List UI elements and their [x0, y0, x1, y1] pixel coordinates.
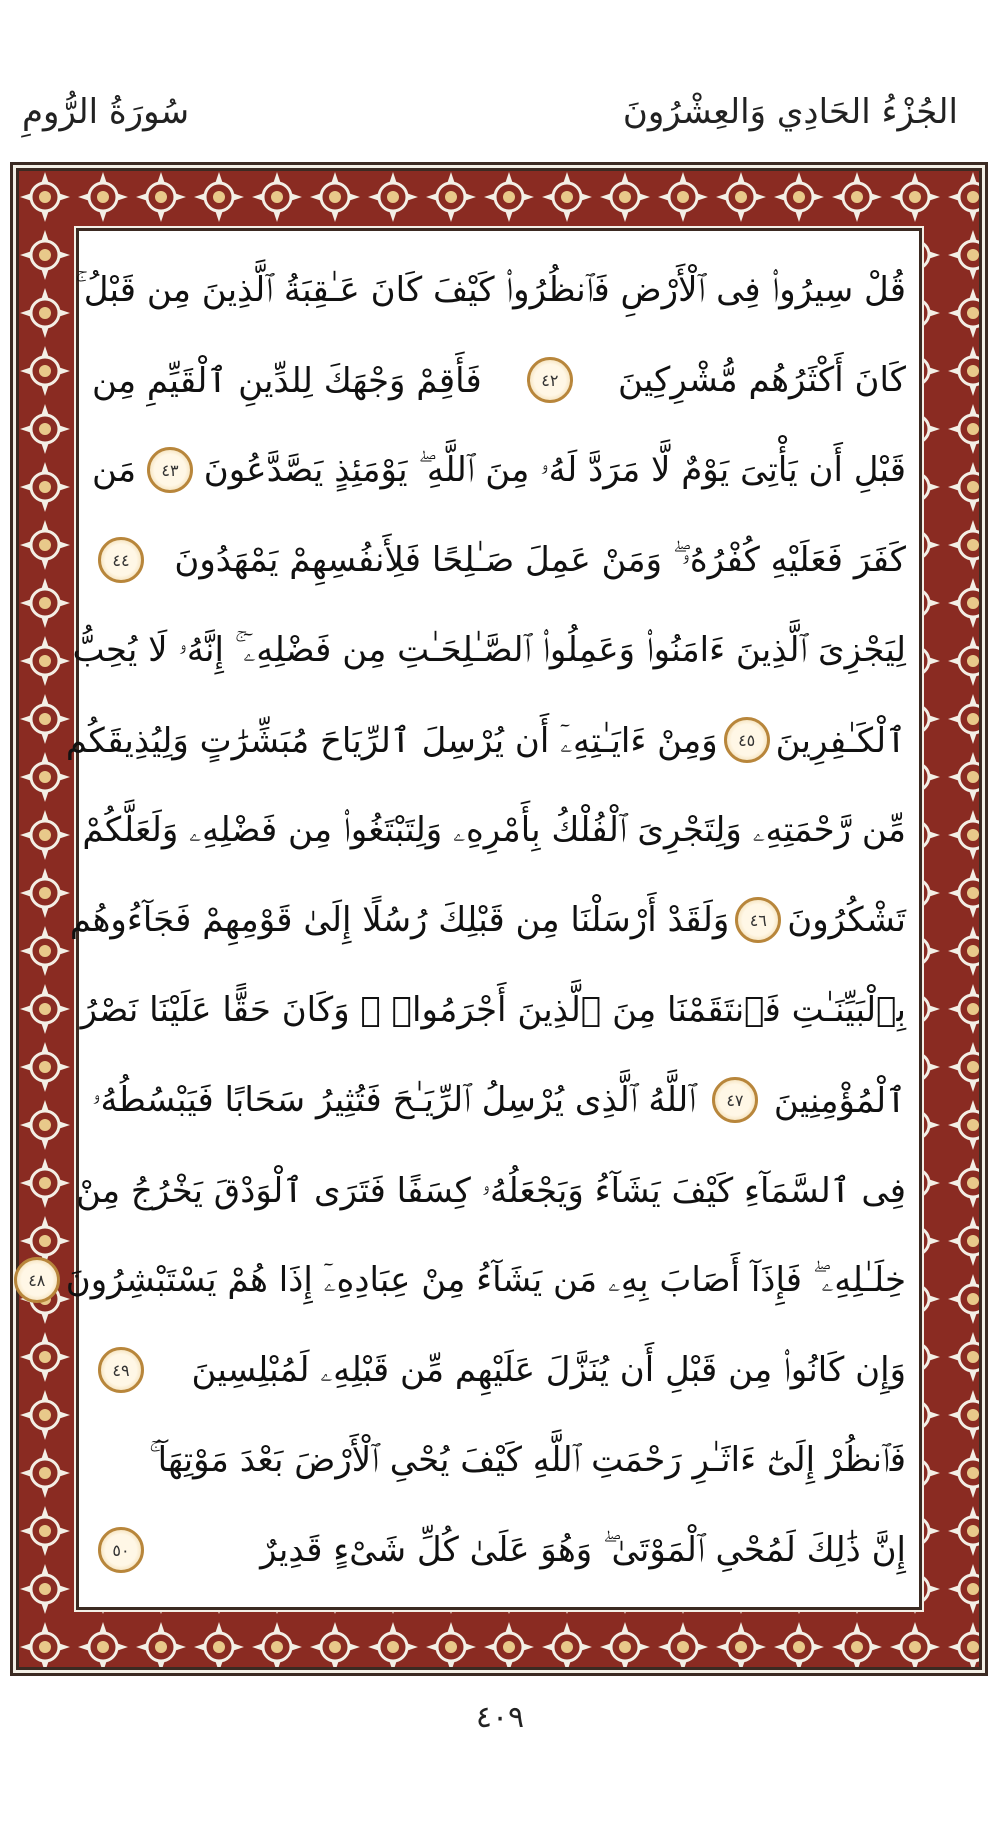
line-text: وَإِن كَانُوا۟ مِن قَبْلِ أَن يُنَزَّلَ عَلَيْهِم مِّن قَبْلِهِۦ لَمُبْلِسِينَ	[191, 1350, 906, 1390]
text-line	[92, 335, 906, 425]
line-text: فَأَقِمْ وَجْهَكَ لِلدِّينِ ٱلْقَيِّمِ مِن	[92, 360, 482, 401]
line-text: إِنَّ ذَٰلِكَ لَمُحْىِ ٱلْمَوْتَىٰ ۖ وَهُوَ عَلَىٰ كُلِّ شَىْءٍ قَدِيرٌ	[260, 1530, 906, 1570]
text-line	[92, 1055, 906, 1145]
text-line	[92, 515, 906, 605]
ayah-marker: ٤٦	[735, 897, 781, 943]
quran-text	[28, 245, 906, 1595]
ayah-marker: ٤٥	[724, 717, 770, 763]
ayah-marker: ٤٤	[98, 537, 144, 583]
text-line	[80, 965, 906, 1055]
line-text: وَلَقَدْ أَرْسَلْنَا مِن قَبْلِكَ رُسُلًا إِلَىٰ قَوْمِهِمْ فَجَآءُوهُم	[69, 900, 730, 940]
line-text: فَٱنظُرْ إِلَىٰٓ ءَاثَـٰرِ رَحْمَتِ ٱللَّهِ كَيْفَ يُحْىِ ٱلْأَرْضَ بَعْدَ مَوْتِهَآ ۚ	[149, 1440, 906, 1480]
line-text: كَفَرَ فَعَلَيْهِ كُفْرُهُۥ ۖ وَمَنْ عَمِلَ صَـٰلِحًا فَلِأَنفُسِهِمْ يَمْهَدُونَ	[174, 540, 906, 580]
text-line	[69, 875, 906, 965]
ayah-marker: ٤٨	[14, 1257, 60, 1303]
line-text: قُلْ سِيرُوا۟ فِى ٱلْأَرْضِ فَٱنظُرُوا۟ كَيْفَ كَانَ عَـٰقِبَةُ ٱلَّذِينَ مِن قَبْلُ ۚ	[75, 270, 906, 310]
ayah-marker: ٤٣	[147, 447, 193, 493]
line-text: خِلَـٰلِهِۦ ۖ فَإِذَآ أَصَابَ بِهِۦ مَن يَشَآءُ مِنْ عِبَادِهِۦٓ إِذَا هُمْ يَسْتَبْشِرُونَ	[65, 1260, 906, 1300]
line-text: مِّن رَّحْمَتِهِۦ وَلِتَجْرِىَ ٱلْفُلْكُ بِأَمْرِهِۦ وَلِتَبْتَغُوا۟ مِن فَضْلِهِۦ وَلَعَلَّكُمْ	[82, 810, 906, 850]
line-text: تَشْكُرُونَ	[787, 900, 906, 940]
line-text: بِٱلْبَيِّنَـٰتِ فَٱنتَقَمْنَا مِنَ ٱلَّذِينَ أَجْرَمُوا۟ ۖ وَكَانَ حَقًّا عَلَيْنَا نَصْرُ	[80, 990, 906, 1030]
juz-title: الجُزْءُ الحَادِي وَالعِشْرُونَ	[622, 92, 958, 132]
text-line	[75, 245, 906, 335]
page-header	[0, 92, 1000, 152]
text-line	[72, 605, 906, 695]
ayah-marker: ٤٢	[527, 357, 573, 403]
text-line	[92, 1325, 906, 1415]
line-text: ٱلْمُؤْمِنِينَ	[773, 1080, 906, 1121]
line-text: لِيَجْزِىَ ٱلَّذِينَ ءَامَنُوا۟ وَعَمِلُوا۟ ٱلصَّـٰلِحَـٰتِ مِن فَضْلِهِۦٓ ۚ إِنَّهُۥ لَا يُحِبُّ	[72, 630, 906, 670]
line-text: قَبْلِ أَن يَأْتِىَ يَوْمٌ لَّا مَرَدَّ لَهُۥ مِنَ ٱللَّهِ ۖ يَوْمَئِذٍ يَصَّدَّعُونَ	[203, 450, 906, 490]
text-line	[92, 1415, 906, 1505]
ayah-marker: ٤٧	[712, 1077, 758, 1123]
text-line	[75, 1145, 906, 1235]
text-line	[92, 425, 906, 515]
line-text: مَن	[92, 450, 137, 490]
text-line	[65, 695, 906, 785]
text-line	[82, 785, 906, 875]
line-text: ٱللَّهُ ٱلَّذِى يُرْسِلُ ٱلرِّيَـٰحَ فَتُثِيرُ سَحَابًا فَيَبْسُطُهُۥ	[92, 1080, 696, 1120]
page-number: ٤٠٩	[475, 1700, 525, 1735]
surah-title: سُورَةُ الرُّومِ	[22, 92, 190, 132]
line-text: كَانَ أَكْثَرُهُم مُّشْرِكِينَ	[618, 360, 906, 400]
ayah-marker: ٥٠	[98, 1527, 144, 1573]
line-text: ٱلْكَـٰفِرِينَ	[775, 720, 906, 761]
text-line	[92, 1505, 906, 1595]
line-text: وَمِنْ ءَايَـٰتِهِۦٓ أَن يُرْسِلَ ٱلرِّيَاحَ مُبَشِّرَٰتٍ وَلِيُذِيقَكُم	[65, 720, 718, 761]
line-text: فِى ٱلسَّمَآءِ كَيْفَ يَشَآءُ وَيَجْعَلُهُۥ كِسَفًا فَتَرَى ٱلْوَدْقَ يَخْرُجُ مِنْ	[75, 1170, 906, 1211]
text-line	[28, 1235, 906, 1325]
ayah-marker: ٤٩	[98, 1347, 144, 1393]
